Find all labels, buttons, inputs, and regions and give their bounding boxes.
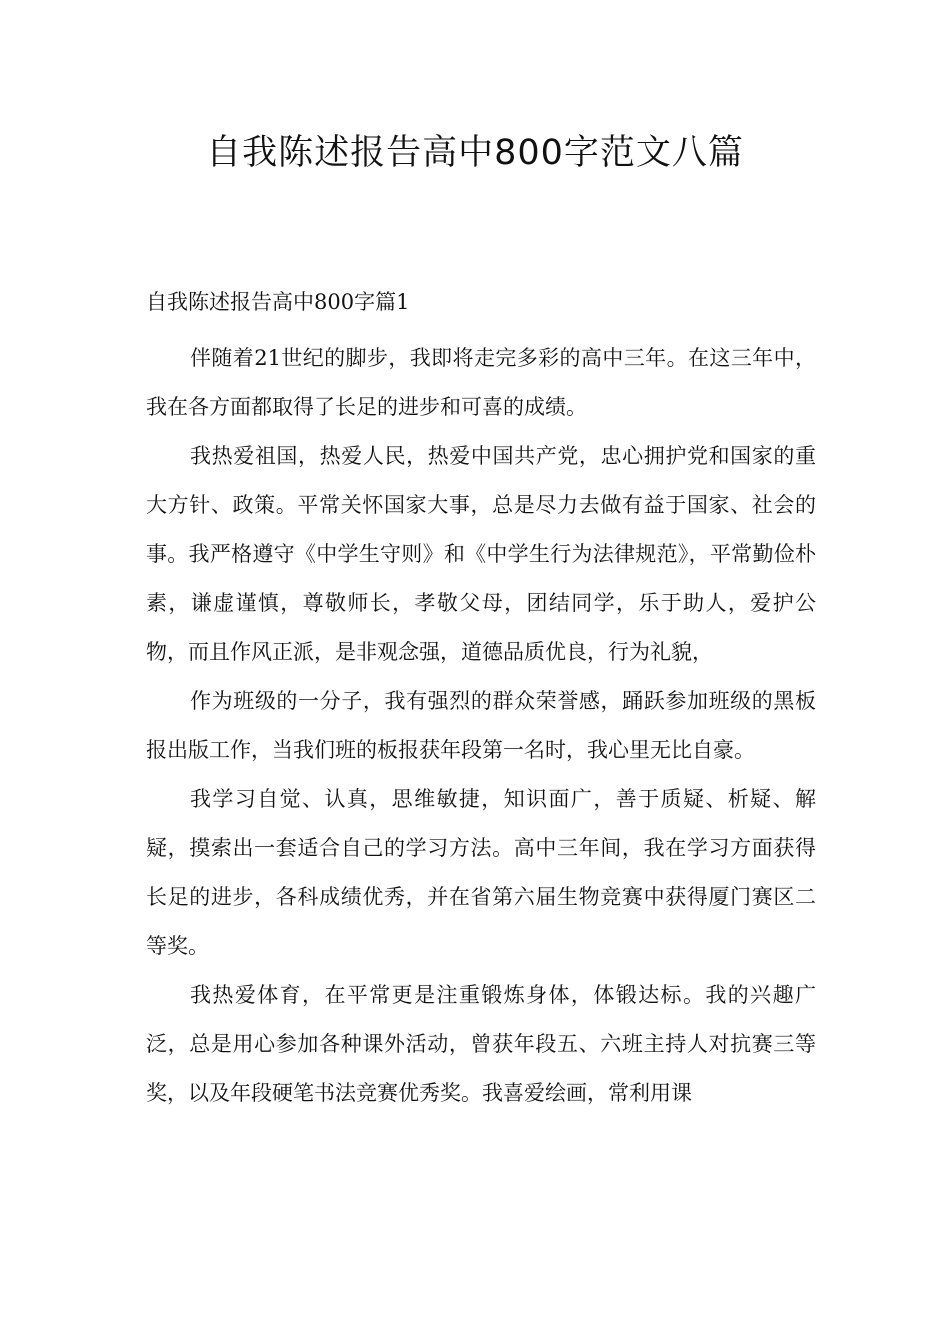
body-text: [146, 334, 816, 1118]
document-title: 自我陈述报告高中800字范文八篇: [206, 133, 744, 173]
paragraph: 作为班级的一分子，我有强烈的群众荣誉感，踊跃参加班级的黑板报出版工作，当我们班的板报获年段第一名时，我心里无比自豪。: [146, 689, 816, 762]
paragraph: 我热爱祖国，热爱人民，热爱中国共产党，忠心拥护党和国家的重大方针、政策。平常关怀国家大事，总是尽力去做有益于国家、社会的事。我严格遵守《中学生守则》和《中学生行为法律规范》，平常勤俭朴素，谦虚谨慎，尊敬师长，孝敬父母，团结同学，乐于助人，爱护公物，而且作风正派，是非观念强，道德品质优良，行为礼貌，: [146, 444, 816, 664]
paragraph: 伴随着21世纪的脚步，我即将走完多彩的高中三年。在这三年中，我在各方面都取得了长足的进步和可喜的成绩。: [146, 346, 816, 419]
paragraph: 我学习自觉、认真，思维敏捷，知识面广，善于质疑、析疑、解疑，摸索出一套适合自己的学习方法。高中三年间，我在学习方面获得长足的进步，各科成绩优秀，并在省第六届生物竞赛中获得厦门赛区二等奖。: [146, 787, 816, 958]
paragraph: 我热爱体育，在平常更是注重锻炼身体，体锻达标。我的兴趣广泛，总是用心参加各种课外活动，曾获年段五、六班主持人对抗赛三等奖，以及年段硬笔书法竞赛优秀奖。我喜爱绘画，常利用课: [146, 983, 816, 1105]
section-heading: 自我陈述报告高中800字篇1: [146, 290, 410, 314]
